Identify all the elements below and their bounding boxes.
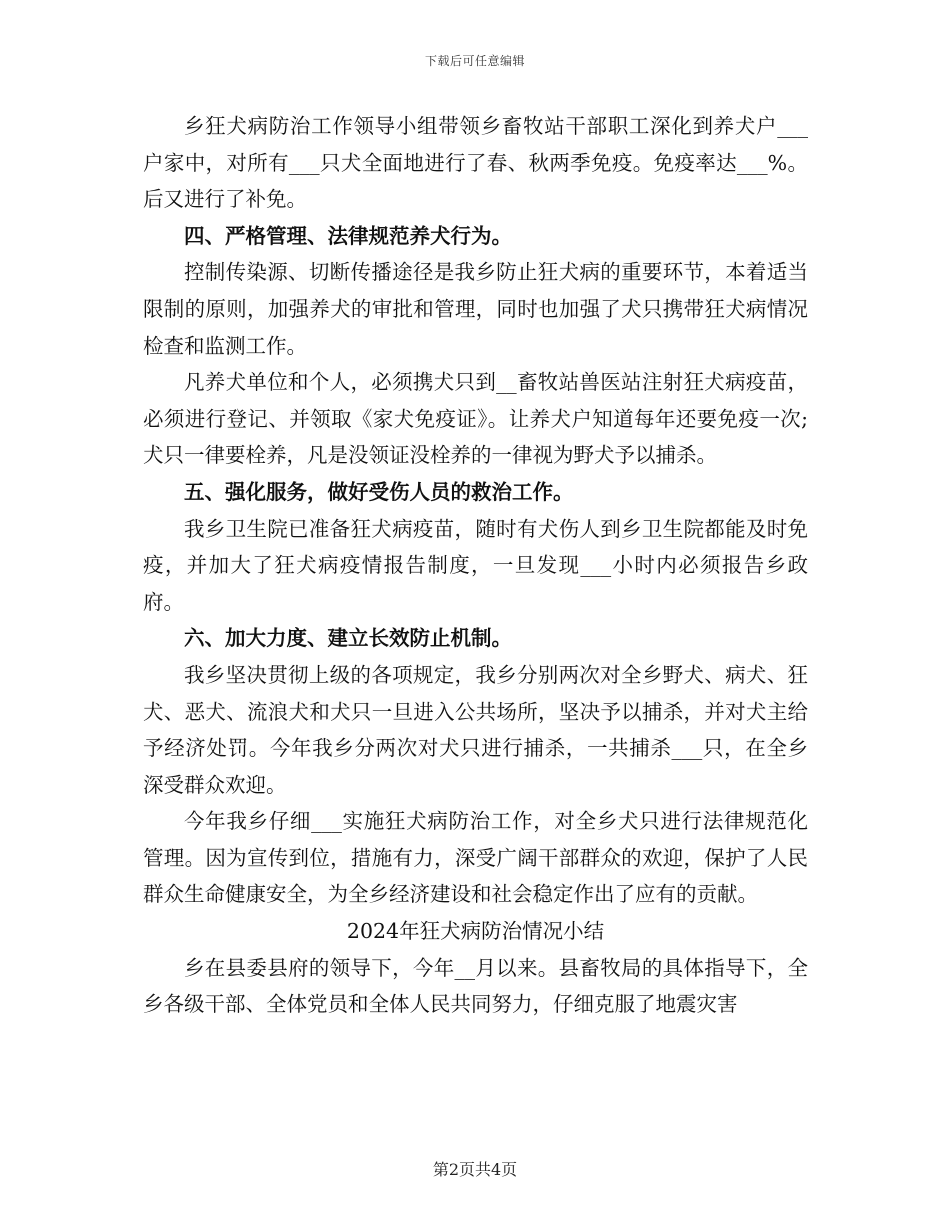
paragraph-control-source: 控制传染源、切断传播途径是我乡防止狂犬病的重要环节，本着适当限制的原则，加强养犬的审批和管理，同时也加强了犬只携带狂犬病情况检查和监测工作。 <box>143 260 808 358</box>
paragraph-registration: 凡养犬单位和个人，必须携犬只到__畜牧站兽医站注射狂犬病疫苗，必须进行登记、并领取《家犬免疫证》。让养犬户知道每年还要免疫一次;犬只一律要栓养，凡是没领证没栓养的一律视为野犬予以捕杀。 <box>143 370 808 468</box>
document-title: 2024年狂犬病防治情况小结 <box>346 919 605 944</box>
section-heading-4: 四、严格管理、法律规范养犬行为。 <box>184 223 512 248</box>
paragraph-immunization: 乡狂犬病防治工作领导小组带领乡畜牧站干部职工深化到养犬户___户家中，对所有___只犬全面地进行了春、秋两季免疫。免疫率达___%。后又进行了补免。 <box>143 114 808 212</box>
document-body <box>143 108 808 1023</box>
page-header: 下载后可任意编辑 <box>424 54 525 68</box>
section-heading-6: 六、加大力度、建立长效防止机制。 <box>184 626 512 651</box>
paragraph-summary: 今年我乡仔细___实施狂犬病防治工作，对全乡犬只进行法律规范化管理。因为宣传到位，措施有力，深受广阔干部群众的欢迎，保护了人民群众生命健康安全，为全乡经济建设和社会稳定作出了应有的贡献。 <box>143 809 808 907</box>
page-footer: 第2页共4页 <box>432 1160 518 1179</box>
paragraph-enforcement: 我乡坚决贯彻上级的各项规定，我乡分别两次对全乡野犬、病犬、狂犬、恶犬、流浪犬和犬只一旦进入公共场所，坚决予以捕杀，并对犬主给予经济处罚。今年我乡分两次对犬只进行捕杀，一共捕杀___只，在全乡深受群众欢迎。 <box>143 662 808 797</box>
section-heading-5: 五、强化服务，做好受伤人员的救治工作。 <box>184 479 574 504</box>
paragraph-treatment: 我乡卫生院已准备狂犬病疫苗，随时有犬伤人到乡卫生院都能及时免疫，并加大了狂犬病疫情报告制度，一旦发现___小时内必须报告乡政府。 <box>143 516 808 614</box>
paragraph-intro: 乡在县委县府的领导下，今年__月以来。县畜牧局的具体指导下，全乡各级干部、全体党员和全体人民共同努力，仔细克服了地震灾害 <box>143 955 808 1017</box>
